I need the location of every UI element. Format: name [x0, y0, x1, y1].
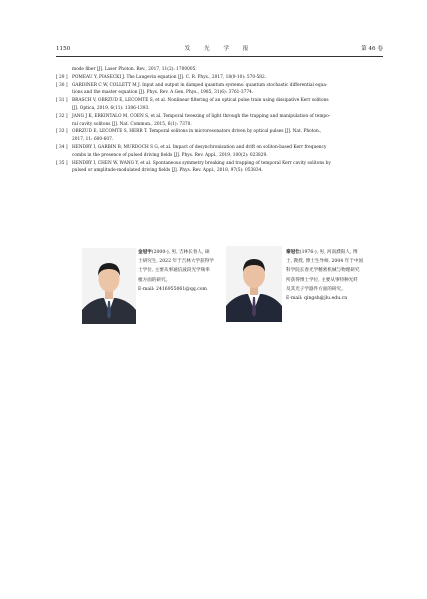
reference-number: [ 35 ] [56, 160, 68, 166]
reference-line: GARDINER C W, COLLETT M J. Input and output in damped quantum systems: quantum stochastic differential equa- [72, 82, 328, 88]
reference-number: [ 33 ] [56, 129, 68, 135]
reference-number: [ 31 ] [56, 98, 68, 104]
reference-line: [J]. Optica, 2019, 6(11): 1386-1393. [72, 105, 150, 111]
bio-line: 梳方面的研究。 [138, 277, 171, 283]
reference-line: BRASCH V, OBRZUD E, LECOMTE S, et al. Nonlinear filtering of an optical pulse train using dissipative Kerr solitons [72, 98, 329, 104]
author-bio-text [138, 248, 220, 294]
reference-list [56, 66, 386, 175]
reference-number: [ 30 ] [56, 82, 68, 88]
reference-number: [ 29 ] [56, 74, 68, 80]
reference-item [56, 74, 386, 82]
reference-item [56, 97, 386, 113]
reference-line: combs in the presence of pulsed driving fields [J]. Phys. Rev. Appl., 2019, 100(2): 023829. [72, 152, 268, 158]
reference-number: [ 34 ] [56, 144, 68, 150]
author-name: 金冠宇 [138, 250, 152, 255]
reference-line: OBRZUD E, LECOMTE S, HERR T. Temporal solitons in microresonators driven by optical pulses [J]. Nat. Photon., [72, 129, 322, 135]
bio-line: 金冠宇(2000-), 男, 吉林长春人, 硕 [138, 250, 210, 255]
bio-line: 士学位, 主要从事通信波段光学频率 [138, 268, 210, 274]
reference-line: pulsed or amplitude-modulated driving fields [J]. Phys. Rev. Appl., 2018, 97(5): 053834. [72, 168, 263, 174]
bio-line: 及其光子学器件方面的研究。 [286, 286, 346, 292]
reference-line: HENDRY I, CHEN W, WANG Y, et al. Spontaneous symmetry breaking and trapping of temporal Kerr cavity solitons by [72, 160, 331, 166]
bio-line: 科学院长春光学精密机械与物理研究 [286, 268, 360, 274]
reference-item [56, 82, 386, 98]
bio-line: 所获得博士学位, 主要从事特种光纤 [286, 277, 358, 283]
author-email: E-mail: 2416955061@qq.com [138, 286, 207, 292]
reference-line: POMEAU Y, PIASECKI J. The Langevin equation [J]. C. R. Phys., 2017, 18(9-10): 570-582. [72, 74, 267, 80]
author-name: 秦冠仕 [286, 250, 300, 255]
bio-line: 秦冠仕(1976-), 男, 河南濮阳人, 博 [286, 250, 358, 255]
reference-item [56, 128, 386, 144]
reference-line: 2017, 11: 600-607. [72, 137, 114, 143]
author-photo [82, 248, 136, 324]
reference-number: [ 32 ] [56, 113, 68, 119]
author-bio-text [286, 248, 364, 303]
journal-title: 发 光 学 报 [184, 46, 255, 52]
reference-line: tions and the master equation [J]. Phys. Rev. A Gen. Phys., 1985, 31(6): 3761-3774. [72, 90, 254, 96]
bio-line: 士, 教授, 博士生导师, 2004 年于中国 [286, 259, 364, 265]
author-photo [226, 246, 282, 322]
reference-line: HENDRY I, GARBIN B, MURDOCH S G, et al. Impact of desynchronization and drift on soliton-based Kerr frequency [72, 144, 327, 150]
reference-line: mode fiber [J]. Laser Photon. Rev., 2017, 11(2): 1700005. [72, 67, 197, 72]
running-header [56, 44, 383, 57]
page-number: 1150 [56, 46, 71, 52]
reference-item [56, 66, 386, 74]
reference-item [56, 113, 386, 129]
reference-item [56, 144, 386, 160]
reference-item [56, 160, 386, 176]
reference-line: JANG J K, ERKINTALO M, COEN S, et al. Temporal tweezing of light through the trapping and manipulation of tempo- [72, 113, 331, 119]
bio-line: 士研究生, 2022 年于吉林大学获得学 [138, 259, 214, 265]
author-email: E-mail: qingsh@jlu.edu.cn [286, 296, 348, 302]
volume-label: 第 46 卷 [361, 46, 383, 52]
reference-line: ral cavity solitons [J]. Nat. Commun., 2015, 6(1): 7370. [72, 121, 192, 127]
